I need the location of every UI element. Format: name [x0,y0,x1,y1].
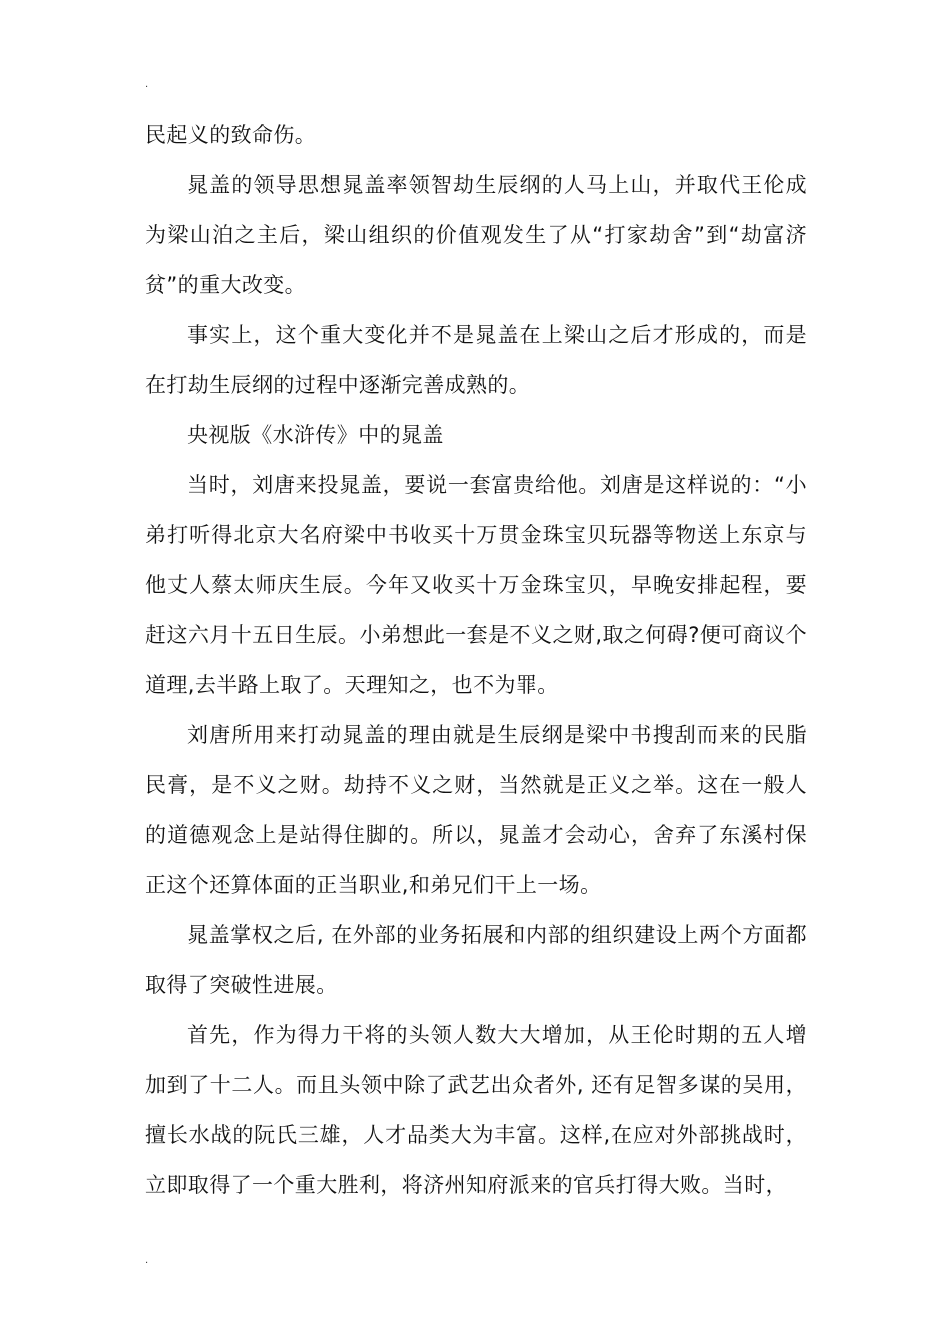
body-text [145,110,807,1210]
paragraph: 首先，作为得力干将的头领人数大大增加，从王伦时期的五人增加到了十二人。而且头领中除了武艺出众者外, 还有足智多谋的吴用，擅长水战的阮氏三雄，人才品类大为丰富。这样,在应对外部挑战时，立即取得了一个重大胜利，将济州知府派来的官兵打得大败。当时， [145,1023,807,1197]
paragraph: 事实上，这个重大变化并不是晁盖在上梁山之后才形成的，而是在打劫生辰纲的过程中逐渐完善成熟的。 [145,323,807,397]
image-caption: 央视版《水浒传》中的晁盖 [187,423,444,447]
paragraph: 晁盖掌权之后, 在外部的业务拓展和内部的组织建设上两个方面都取得了突破性进展。 [145,923,807,997]
paragraph: 当时，刘唐来投晁盖，要说一套富贵给他。刘唐是这样说的：“小弟打听得北京大名府梁中书收买十万贯金珠宝贝玩器等物送上东京与他丈人蔡太师庆生辰。今年又收买十万金珠宝贝，早晚安排起程，要赶这六月十五日生辰。小弟想此一套是不义之财,取之何碍?便可商议个道理,去半路上取了。天理知之，也不为罪。 [145,473,807,697]
paragraph: 晁盖的领导思想晁盖率领智劫生辰纲的人马上山，并取代王伦成为梁山泊之主后，梁山组织的价值观发生了从“打家劫舍”到“劫富济贫”的重大改变。 [145,173,807,297]
paragraph: 刘唐所用来打动晁盖的理由就是生辰纲是梁中书搜刮而来的民脂民膏，是不义之财。劫持不义之财，当然就是正义之举。这在一般人的道德观念上是站得住脚的。所以，晁盖才会动心，舍弃了东溪村保正这个还算体面的正当职业,和弟兄们干上一场。 [145,723,807,897]
header-marker: . [145,79,149,90]
footer-marker: . [145,1255,149,1266]
paragraph-continuation: 民起义的致命伤。 [145,123,317,147]
